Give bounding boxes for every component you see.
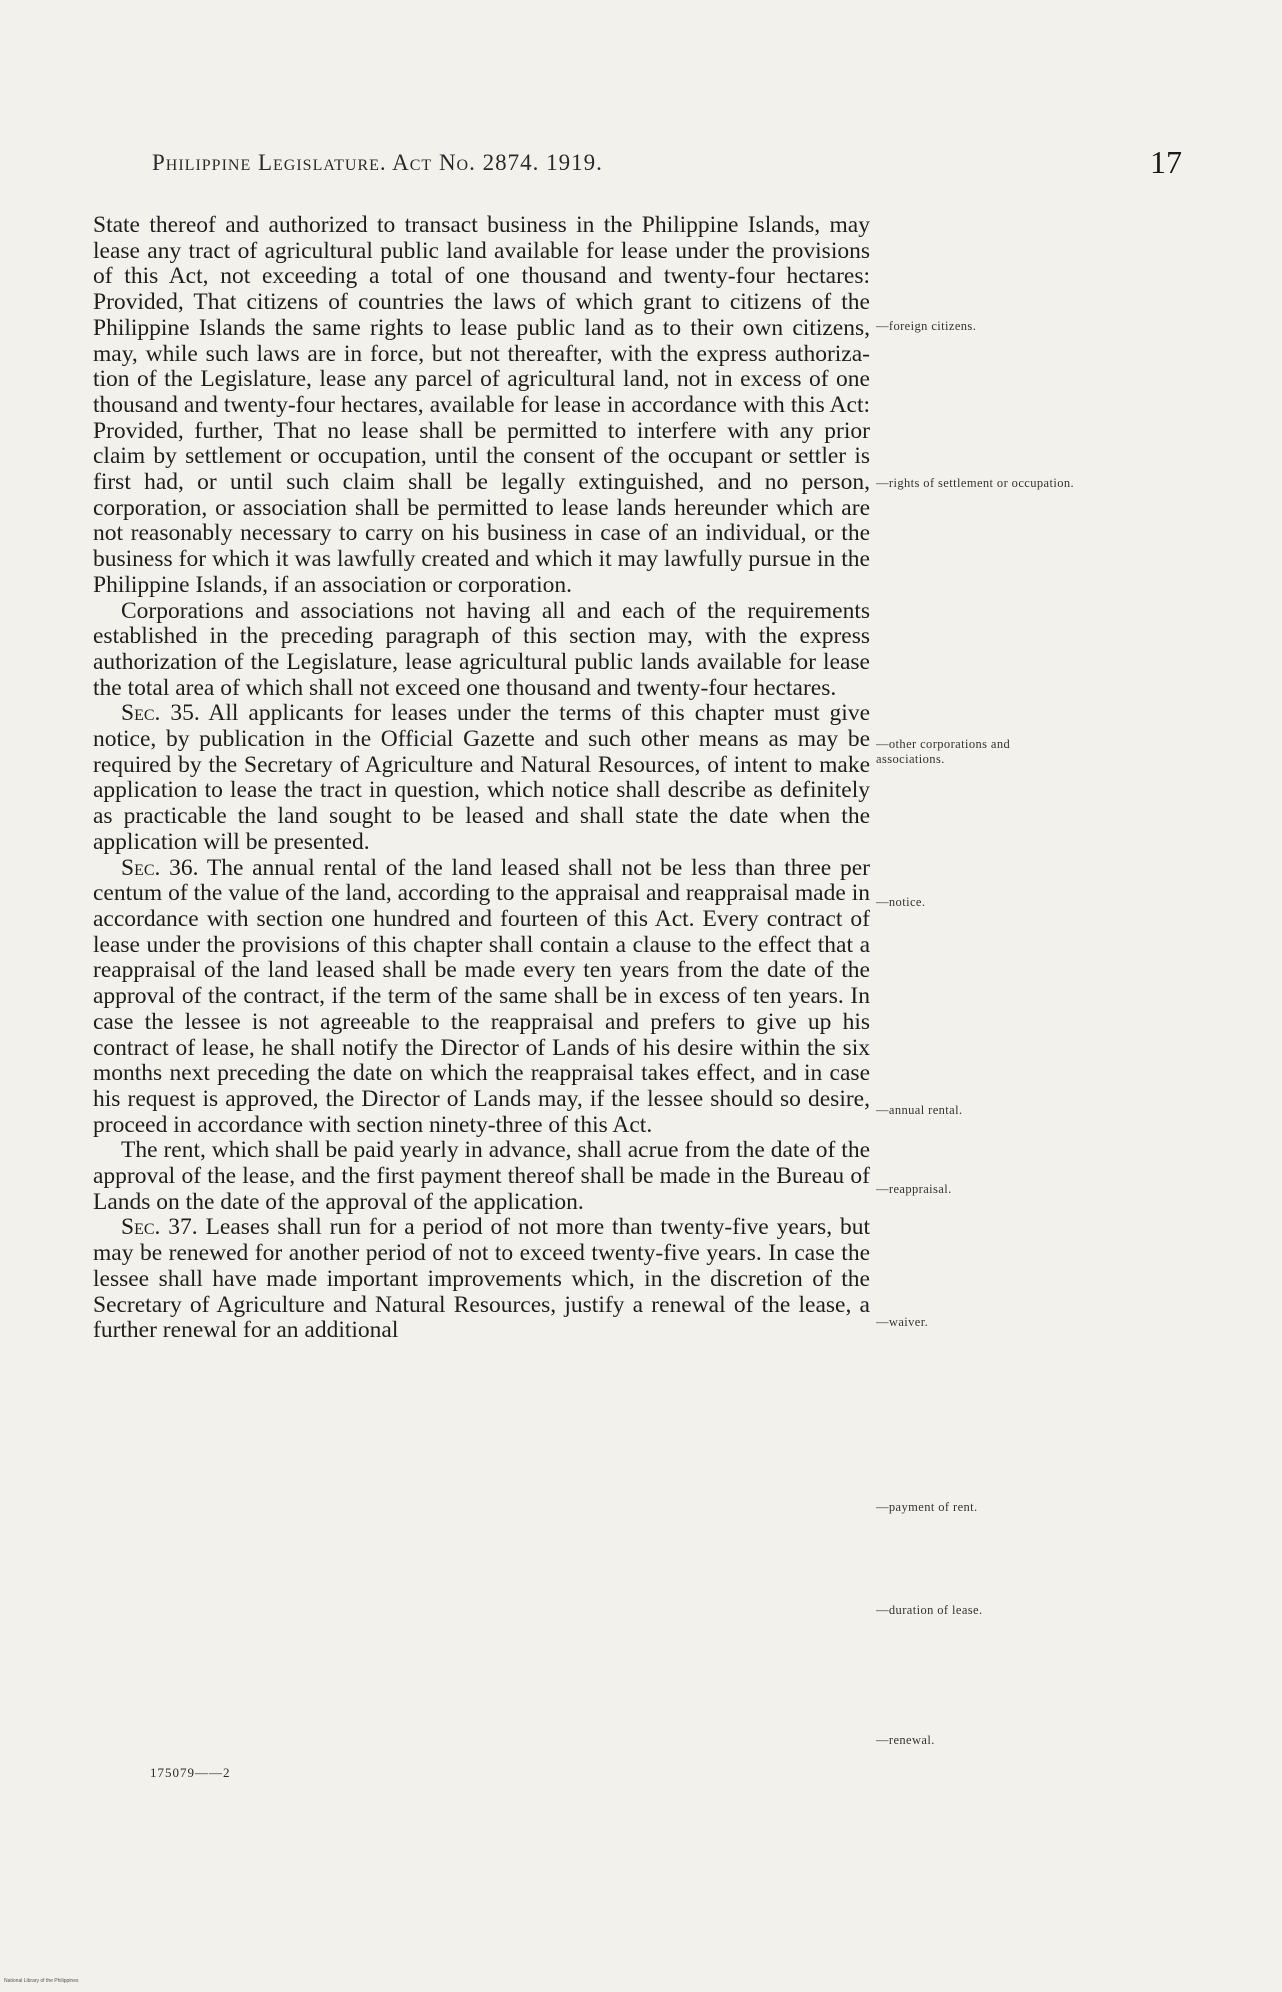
- section-36: Sec. 36. The annual rental of the land leased shall not be less than three per centum of the value of the land, according to the appraisal and reappraisal made in accordance with section one hundred and fourteen of this Act. Every contract of lease under the provisions of this chapter shall contain a clause to the effect that a reappraisal of the land leased shall be made every ten years from the date of the approval of the contract, if the term of the same shall be in excess of ten years. In case the lessee is not agreeable to the reappraisal and prefers to give up his contract of lease, he shall notify the Director of Lands of his desire within the six months next preceding the date on which the reappraisal takes effect, and in case his request is approved, the Director of Lands may, if the lessee should so desire, proceed in accordance with section ninety-three of this Act.: [93, 854, 870, 1138]
- margin-note-payment-of-rent: —payment of rent.: [876, 1500, 978, 1514]
- margin-note-foreign-citizens: —foreign citizens.: [876, 319, 977, 333]
- margin-note-duration-of-lease: —duration of lease.: [876, 1603, 983, 1617]
- section-35: Sec. 35. All applicants for leases under the terms of this chapter must give notice, by publication in the Official Gazette and such other means as may be required by the Secretary of Agriculture and Natural Resources, of intent to make application to lease the tract in question, which notice shall describe as definitely as practicable the land sought to be leased and shall state the date when the application will be presented.: [93, 700, 871, 855]
- signature-mark: 175079——2: [150, 1765, 231, 1780]
- margin-note-waiver: —waiver.: [876, 1315, 929, 1329]
- margin-note-notice: —notice.: [876, 895, 926, 909]
- margin-note-rights-of-settlement: —rights of settlement or occupation.: [876, 476, 1075, 490]
- paragraph-1: Corporations and associations not having all and each of the requirements established in the preceding paragraph of this section may, with the express authorization of the Legislature, lease agricultural public lands available for lease the total area of which shall not exceed one thousand and twenty-four hectares.: [93, 597, 870, 701]
- body-text: [93, 213, 870, 1344]
- library-footer: National Library of the Philippines: [4, 1978, 79, 1984]
- paragraph-rent: The rent, which shall be paid yearly in advance, shall acrue from the date of the approval of the lease, and the first payment thereof shall be made in the Bureau of Lands on the date of the approval of the application.: [93, 1137, 870, 1215]
- margin-note-renewal: —renewal.: [876, 1733, 935, 1747]
- margin-note-reappraisal: —reappraisal.: [876, 1182, 952, 1196]
- paragraph-0: State thereof and authorized to transact business in the Philippine Islands, may lease any tract of agricultural public land available for lease under the provisions of this Act, not exceeding a total of one thousand and twenty-four hectares: Provided, That citizens of countries the laws of which grant to citizens of the Philippine Islands the same rights to lease public land as to their own citizens, may, while such laws are in force, but not thereafter, with the express authorization of the Legislature, lease any parcel of agricultural land, not in excess of one thousand and twenty-four hectares, available for lease in accordance with this Act: Provided, further, That no lease shall be permitted to interfere with any prior claim by settlement or occupation, until the consent of the occupant or settler is first had, or until such claim shall be legally extinguished, and no person, corporation, or association shall be permitted to lease lands hereunder which are not reasonably necessary to carry on his business in case of an individual, or the business for which it was lawfully created and which it may lawfully pursue in the Philippine Islands, if an association or corporation.: [93, 212, 870, 598]
- page-header: [152, 144, 1182, 190]
- margin-note-other-corporations: —other corporations and associations.: [876, 737, 1011, 766]
- page-number: 17: [1150, 144, 1182, 180]
- running-title: Philippine Legislature. Act No. 2874. 1919.: [152, 150, 603, 175]
- section-37: Sec. 37. Leases shall run for a period of not more than twenty-five years, but may be renewed for another period of not to exceed twenty-five years. In case the lessee shall have made important improvements which, in the discretion of the Secretary of Agriculture and Natural Resources, justify a renewal of the lease, a further renewal for an additional: [93, 1214, 871, 1344]
- margin-note-annual-rental: —annual rental.: [876, 1103, 963, 1117]
